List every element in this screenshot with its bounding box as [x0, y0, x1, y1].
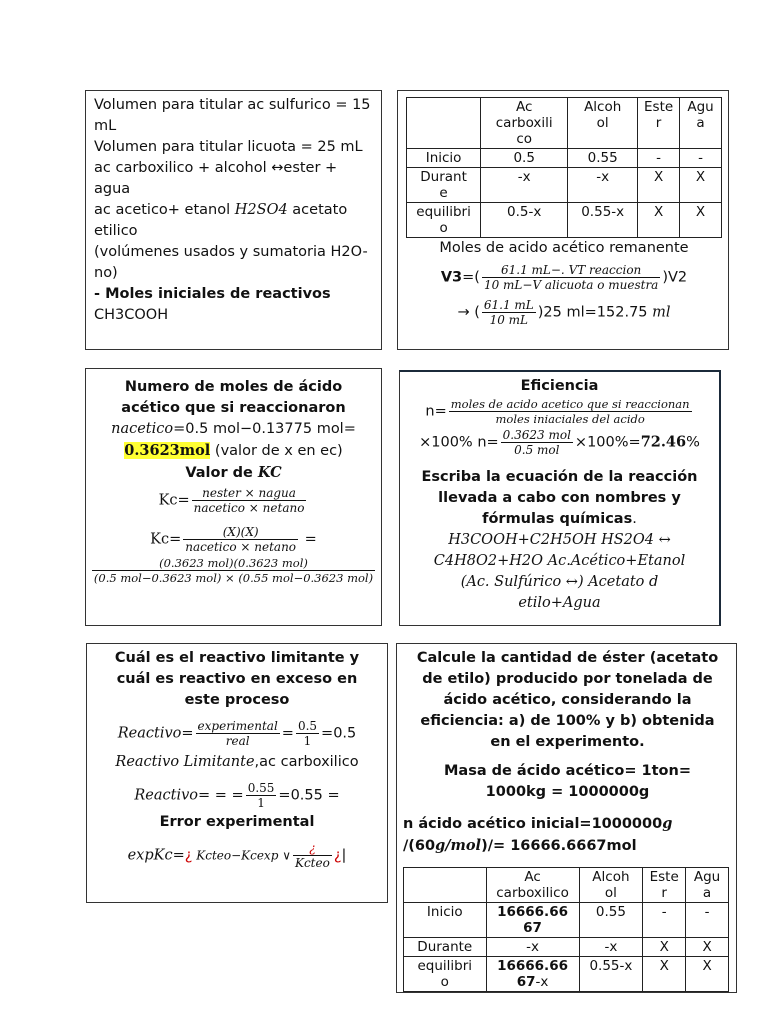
volumes-note-line: (volúmenes usados y sumatoria H2O-no) [94, 244, 368, 281]
v3-result-fraction: $\frac{61.1 mL}{10 mL}$ [483, 298, 534, 327]
table-cell: - [638, 149, 680, 168]
ester-question-4: eficiencia: a) de 100% y b) obtenida [420, 713, 715, 729]
ester-question-5: en el experimento. [490, 734, 645, 750]
x-value-line: 0.3623mol (valor de x en ec) [124, 442, 343, 459]
table-header-cell: Ac carboxilico [486, 868, 579, 903]
table-cell: equilibri o [407, 203, 481, 238]
table-header-cell: Este r [643, 868, 686, 903]
reaction-question: Escriba la ecuación de la reacción [421, 469, 698, 485]
table-cell: 0.5-x [481, 203, 568, 238]
table-header-cell: Ac carboxili co [481, 98, 568, 149]
table-cell: - [643, 903, 686, 938]
kc-formula-1: Kc= $\frac{\text{nester × nagua}}{\text{nacetico × netano}}$ [158, 486, 305, 515]
efficiency-result-fraction: $\frac{\text{0.3623 mol}}{\text{0.5 mol}}$ [502, 428, 571, 457]
n-acetico-line: nacetico=0.5 mol−0.13775 mol= [111, 421, 356, 437]
table-row [407, 168, 722, 203]
volume-aliquot-line: Volumen para titular licuota = 25 mL [94, 139, 363, 155]
table-cell: 0.55-x [568, 203, 638, 238]
kc-fraction-1: $\frac{\text{nester × nagua}}{\text{nacetico × netano}}$ [193, 486, 305, 515]
error-title: Error experimental [159, 814, 315, 830]
reaction-equation-1: H3COOH+C2H5OH HS2O4 ↔ [448, 532, 671, 548]
table-cell: X [686, 938, 729, 957]
reacted-moles-title-2: acético que si reaccionaron [121, 400, 346, 416]
mass-line: Masa de ácido acético= 1ton= [443, 763, 691, 779]
table-header-cell: Alcoh ol [568, 98, 638, 149]
ester-question: Calcule la cantidad de éster (acetato [416, 650, 719, 666]
table-cell: X [686, 957, 729, 992]
table-cell: Durante [404, 938, 487, 957]
reaction-specific-line: ac acetico+ etanol H2SO4 acetato etilico [94, 202, 348, 239]
error-fraction: $\frac{¿}{\text{Kcteo}}$ [294, 841, 330, 870]
table-cell: 16666.66 67-x [486, 957, 579, 992]
initial-moles-heading: - Moles iniciales de reactivos [94, 286, 331, 302]
limiting-reagent-box [86, 643, 388, 903]
table-row [407, 149, 722, 168]
table-cell: 0.55-x [579, 957, 643, 992]
initial-volumes-box [85, 90, 382, 350]
reaction-question-2: llevada a cabo con nombres y [438, 490, 681, 506]
limiting-reagent-line: Reactivo Limitante,ac carboxilico [115, 754, 359, 770]
reactivo-fraction-1: $\frac{\text{experimental}}{\text{real}}$ [197, 719, 278, 748]
table-cell: -x [579, 938, 643, 957]
limiting-title-3: este proceso [184, 692, 290, 708]
v3-fraction: $\frac{\text{61.1 mL−. VT reaccion}}{\text{10 mL−V alicuota o muestra}}$ [483, 263, 659, 292]
table-row [404, 938, 729, 957]
table-cell: X [643, 938, 686, 957]
table-header-cell: Agu a [680, 98, 722, 149]
reactivo-formula-2: Reactivo= = = $\frac{0.55}{1}$ =0.55 = [134, 781, 340, 810]
kc-fraction-3: $\frac{\text{(0.3623 mol)(0.3623 mol)}}{\text{(0.5 mol−0.3623 mol) × (0.55 mol−0.3623 mol)}}$ [93, 556, 374, 585]
reacted-moles-box [85, 368, 382, 626]
x-value-highlight: 0.3623mol [124, 442, 211, 459]
table-cell: Inicio [404, 903, 487, 938]
table-cell: - [686, 903, 729, 938]
kc-title: Valor de KC [185, 464, 282, 481]
limiting-title-2: cuál es reactivo en exceso en [116, 671, 358, 687]
table-cell: X [680, 203, 722, 238]
reactivo-fraction-2: $\frac{0.5}{1}$ [297, 719, 318, 748]
table-header-cell [404, 868, 487, 903]
reactivo-formula-1: Reactivo= $\frac{\text{experimental}}{\text{real}}$ = $\frac{0.5}{1}$ =0.5 [117, 719, 357, 748]
table-cell: 0.55 [579, 903, 643, 938]
table-row [407, 203, 722, 238]
table-cell: -x [568, 168, 638, 203]
table-cell: Inicio [407, 149, 481, 168]
remaining-moles-title: Moles de acido acético remanente [439, 240, 689, 256]
initial-moles-line-2: /(60g/mol)/= 16666.6667mol [403, 837, 637, 854]
table-cell: 0.55 [568, 149, 638, 168]
table-cell: -x [481, 168, 568, 203]
mass-line-2: 1000kg = 1000000g [485, 784, 650, 800]
efficiency-fraction: $\frac{\text{moles de acido acetico que si reaccionan}}{\text{moles iniaciales del acido}}$ [450, 397, 690, 426]
table-cell: - [680, 149, 722, 168]
table-cell: -x [486, 938, 579, 957]
table-header-cell: Este r [638, 98, 680, 149]
ester-table [403, 867, 729, 992]
acetic-acid-formula: CH3COOH [94, 307, 169, 323]
table-header-row [404, 868, 729, 903]
table-cell: X [638, 203, 680, 238]
table-cell: X [638, 168, 680, 203]
reaction-question-3: fórmulas químicas. [482, 511, 637, 527]
reaction-equation-3: (Ac. Sulfúrico ↔) Acetato d [460, 574, 659, 590]
efficiency-result: ×100% n= $\frac{\text{0.3623 mol}}{\text{0.5 mol}}$ ×100%=72.46% [419, 428, 700, 457]
table-header-row [407, 98, 722, 149]
table-cell: 0.5 [481, 149, 568, 168]
reaction-equation-4: etilo+Agua [518, 595, 601, 611]
table-row [404, 903, 729, 938]
reaction-equation-2: C4H8O2+H2O Ac.Acético+Etanol [433, 553, 686, 569]
kc-fraction-2: $\frac{(X)(X)}{\text{nacetico × netano}}$ [185, 525, 297, 554]
table-cell: 16666.66 67 [486, 903, 579, 938]
ester-quantity-box [396, 643, 737, 993]
reactivo-fraction-3: $\frac{0.55}{1}$ [247, 781, 275, 810]
v3-result: → ( $\frac{61.1 mL}{10 mL}$ )25 ml=152.75 ml [457, 298, 671, 327]
efficiency-title: Eficiencia [520, 378, 599, 394]
table-cell: Durant e [407, 168, 481, 203]
table-header-cell [407, 98, 481, 149]
table-cell: equilibri o [404, 957, 487, 992]
v3-formula: V3=( $\frac{\text{61.1 mL−. VT reaccion}}{\text{10 mL−V alicuota o muestra}}$ )V2 [440, 263, 688, 292]
table-header-cell: Agu a [686, 868, 729, 903]
efficiency-formula: n= $\frac{\text{moles de acido acetico que si reaccionan}}{\text{moles iniaciales del acido}}$ [425, 397, 690, 426]
limiting-title: Cuál es el reactivo limitante y [114, 650, 360, 666]
table-header-cell: Alcoh ol [579, 868, 643, 903]
error-formula: expKc=¿ Kcteo−Kcexp ∨ $\frac{¿}{\text{Kcteo}}$ ¿| [127, 841, 347, 870]
volume-sulfuric-line: Volumen para titular ac sulfurico = 15 mL [94, 97, 371, 134]
initial-moles-line: n ácido acético inicial=1000000g [403, 815, 673, 832]
kc-formula-3 [88, 556, 379, 585]
table-row [404, 957, 729, 992]
ester-question-3: ácido acético, considerando la [443, 692, 692, 708]
table-cell: X [643, 957, 686, 992]
reacted-moles-title: Numero de moles de ácido [124, 379, 343, 395]
table-cell: X [680, 168, 722, 203]
equilibrium-table-box [397, 90, 729, 350]
equilibrium-table [406, 97, 722, 238]
kc-formula-2: Kc= $\frac{(X)(X)}{\text{nacetico × netano}}$ = [150, 525, 317, 554]
ester-question-2: de etilo) producido por tonelada de [422, 671, 713, 687]
reaction-generic-line: ac carboxilico + alcohol ↔ester + agua [94, 160, 338, 197]
efficiency-box [399, 370, 721, 626]
